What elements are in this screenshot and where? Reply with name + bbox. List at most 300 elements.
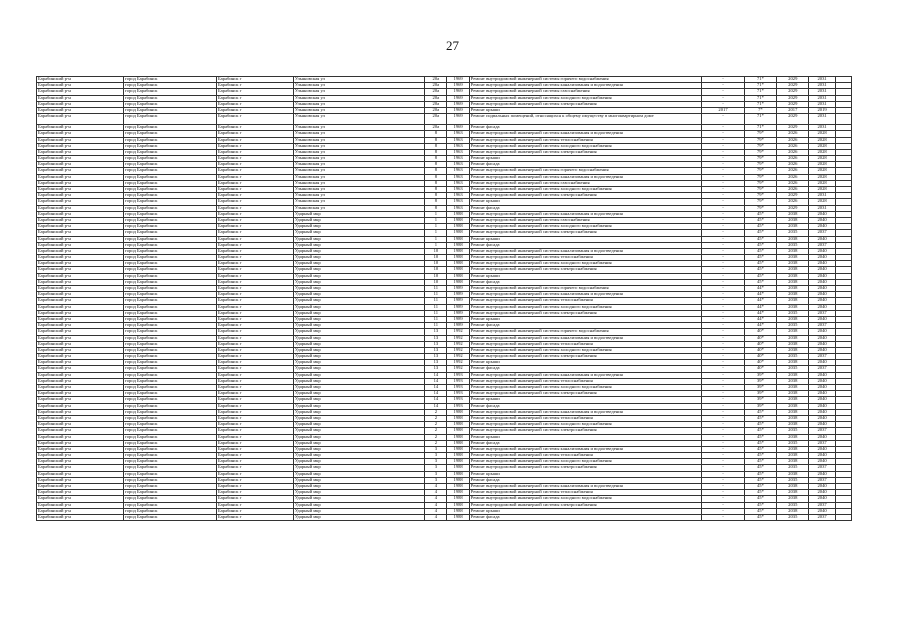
municipality-cell: город Барабинск [123,502,216,508]
work-type-cell: Ремонт крыши [469,236,702,242]
start-year-cell: 2038 [777,255,809,261]
start-year-cell: 2038 [777,316,809,322]
start-year-cell: 2026 [777,143,809,149]
district-cell: Барабинский р-н [37,156,124,162]
year-cell: 1988 [447,273,469,279]
municipality-cell: город Барабинск [123,514,216,520]
wear-cell: 44* [744,298,776,304]
end-year-cell: 2028 [809,137,835,143]
street-cell: Ударный мкр [293,459,424,465]
start-year-cell: 2038 [777,397,809,403]
district-cell: Барабинский р-н [37,261,124,267]
street-cell: Ударный мкр [293,236,424,242]
street-cell: Ударный мкр [293,415,424,421]
street-cell: Ульяновская ул [293,131,424,137]
district-cell: Барабинский р-н [37,286,124,292]
district-cell: Барабинский р-н [37,255,124,261]
district-cell: Барабинский р-н [37,378,124,384]
work-type-cell: Ремонт внутридомовой инженерной системы канализования и водоотведения [469,446,702,452]
locality-cell: Барабинск г [216,360,293,366]
district-cell: Барабинский р-н [37,477,124,483]
house-cell: 3 [425,471,447,477]
district-cell: Барабинский р-н [37,114,124,125]
work-type-cell: Ремонт внутридомовой инженерной системы теплоснабжения [469,137,702,143]
municipality-cell: город Барабинск [123,156,216,162]
street-cell: Ульяновская ул [293,95,424,101]
year-cell: 1988 [447,484,469,490]
street-cell: Ударный мкр [293,397,424,403]
district-cell: Барабинский р-н [37,391,124,397]
house-cell: 20а [425,125,447,131]
start-year-cell: 2038 [777,329,809,335]
work-type-cell: Ремонт внутридомовой инженерной системы электроснабжения [469,193,702,199]
end-year-cell: 2040 [809,236,835,242]
year-cell: 1963 [447,205,469,211]
street-cell: Ударный мкр [293,310,424,316]
house-cell: 11 [425,286,447,292]
district-cell: Барабинский р-н [37,360,124,366]
end-year-cell: 2040 [809,484,835,490]
last-repair-cell: - [702,415,744,421]
end-year-cell: 2037 [809,230,835,236]
municipality-cell: город Барабинск [123,149,216,155]
last-repair-cell: - [702,255,744,261]
year-cell: 1993 [447,397,469,403]
work-type-cell: Ремонт внутридомовой инженерной системы газоснабжения [469,217,702,223]
last-repair-cell: - [702,341,744,347]
start-year-cell: 2038 [777,292,809,298]
last-repair-cell: - [702,180,744,186]
locality-cell: Барабинск г [216,149,293,155]
end-year-cell: 2040 [809,267,835,273]
year-cell: 1969 [447,77,469,83]
year-cell: 1963 [447,187,469,193]
district-cell: Барабинский р-н [37,366,124,372]
house-cell: 8 [425,180,447,186]
year-cell: 1992 [447,347,469,353]
house-cell: 13 [425,366,447,372]
end-year-cell: 2040 [809,217,835,223]
street-cell: Ударный мкр [293,242,424,248]
district-cell: Барабинский р-н [37,199,124,205]
wear-cell: 40* [744,341,776,347]
house-cell: 10 [425,267,447,273]
last-repair-cell: - [702,286,744,292]
municipality-cell: город Барабинск [123,211,216,217]
end-year-cell: 2031 [809,83,835,89]
district-cell: Барабинский р-н [37,168,124,174]
house-cell: 8 [425,156,447,162]
year-cell: 1963 [447,174,469,180]
locality-cell: Барабинск г [216,248,293,254]
last-repair-cell: - [702,101,744,107]
house-cell: 13 [425,329,447,335]
year-cell: 1988 [447,248,469,254]
locality-cell: Барабинск г [216,279,293,285]
locality-cell: Барабинск г [216,329,293,335]
municipality-cell: город Барабинск [123,459,216,465]
year-cell: 1963 [447,156,469,162]
municipality-cell: город Барабинск [123,273,216,279]
start-year-cell: 2038 [777,378,809,384]
work-type-cell: Ремонт внутридомовой инженерной системы канализования и водоотведения [469,292,702,298]
locality-cell: Барабинск г [216,391,293,397]
last-repair-cell: - [702,496,744,502]
work-type-cell: Ремонт внутридомовой инженерной системы теплоснабжения [469,415,702,421]
wear-cell: 45* [744,230,776,236]
start-year-cell: 2026 [777,162,809,168]
year-cell: 1969 [447,83,469,89]
wear-cell: 79* [744,149,776,155]
street-cell: Ударный мкр [293,286,424,292]
locality-cell: Барабинск г [216,354,293,360]
house-cell: 2 [425,434,447,440]
street-cell: Ударный мкр [293,347,424,353]
street-cell: Ударный мкр [293,391,424,397]
municipality-cell: город Барабинск [123,279,216,285]
last-repair-cell: - [702,484,744,490]
work-type-cell: Ремонт крыши [469,434,702,440]
municipality-cell: город Барабинск [123,199,216,205]
municipality-cell: город Барабинск [123,217,216,223]
wear-cell: 71* [744,83,776,89]
house-cell: 14 [425,403,447,409]
wear-cell: 40* [744,335,776,341]
start-year-cell: 2038 [777,248,809,254]
street-cell: Ульяновская ул [293,168,424,174]
wear-cell: 79* [744,174,776,180]
year-cell: 1988 [447,490,469,496]
locality-cell: Барабинск г [216,230,293,236]
start-year-cell: 2038 [777,304,809,310]
work-type-cell: Ремонт крыши [469,199,702,205]
end-year-cell: 2040 [809,261,835,267]
work-type-cell: Ремонт внутридомовой инженерной системы холодного водоснабжения [469,261,702,267]
year-cell: 1963 [447,137,469,143]
last-repair-cell: - [702,279,744,285]
district-cell: Барабинский р-н [37,205,124,211]
wear-cell: 45* [744,415,776,421]
wear-cell: 45* [744,248,776,254]
wear-cell: 45* [744,490,776,496]
street-cell: Ударный мкр [293,360,424,366]
street-cell: Ударный мкр [293,298,424,304]
wear-cell: 45* [744,459,776,465]
street-cell: Ульяновская ул [293,107,424,113]
year-cell: 1989 [447,286,469,292]
house-cell: 13 [425,335,447,341]
end-year-cell: 2028 [809,199,835,205]
house-cell: 1 [425,211,447,217]
locality-cell: Барабинск г [216,137,293,143]
district-cell: Барабинский р-н [37,273,124,279]
last-repair-cell: - [702,514,744,520]
last-repair-cell: - [702,236,744,242]
house-cell: 3 [425,459,447,465]
last-repair-cell: - [702,242,744,248]
year-cell: 1963 [447,143,469,149]
wear-cell: 45* [744,211,776,217]
year-cell: 1989 [447,292,469,298]
municipality-cell: город Барабинск [123,508,216,514]
year-cell: 1963 [447,162,469,168]
locality-cell: Барабинск г [216,224,293,230]
work-type-cell: Ремонт внутридомовой инженерной системы теплоснабжения [469,341,702,347]
street-cell: Ударный мкр [293,502,424,508]
year-cell: 1988 [447,415,469,421]
repair-schedule-table [36,76,852,521]
district-cell: Барабинский р-н [37,329,124,335]
street-cell: Ульяновская ул [293,193,424,199]
empty-cell [835,114,851,125]
locality-cell: Барабинск г [216,143,293,149]
wear-cell: 45* [744,261,776,267]
municipality-cell: город Барабинск [123,168,216,174]
year-cell: 1993 [447,385,469,391]
house-cell: 8 [425,174,447,180]
end-year-cell: 2028 [809,131,835,137]
street-cell: Ударный мкр [293,490,424,496]
wear-cell: 71* [744,77,776,83]
locality-cell: Барабинск г [216,242,293,248]
house-cell: 3 [425,446,447,452]
municipality-cell: город Барабинск [123,440,216,446]
start-year-cell: 2017 [777,107,809,113]
start-year-cell: 2038 [777,391,809,397]
municipality-cell: город Барабинск [123,101,216,107]
house-cell: 2 [425,415,447,421]
start-year-cell: 2035 [777,230,809,236]
municipality-cell: город Барабинск [123,286,216,292]
district-cell: Барабинский р-н [37,224,124,230]
district-cell: Барабинский р-н [37,471,124,477]
street-cell: Ударный мкр [293,354,424,360]
street-cell: Ульяновская ул [293,101,424,107]
last-repair-cell: - [702,149,744,155]
wear-cell: 45* [744,484,776,490]
end-year-cell: 2019 [809,107,835,113]
locality-cell: Барабинск г [216,304,293,310]
street-cell: Ударный мкр [293,372,424,378]
year-cell: 1988 [447,409,469,415]
last-repair-cell: - [702,83,744,89]
start-year-cell: 2029 [777,125,809,131]
end-year-cell: 2040 [809,224,835,230]
district-cell: Барабинский р-н [37,310,124,316]
year-cell: 1988 [447,514,469,520]
house-cell: 8 [425,131,447,137]
district-cell: Барабинский р-н [37,267,124,273]
district-cell: Барабинский р-н [37,174,124,180]
last-repair-cell: - [702,174,744,180]
municipality-cell: город Барабинск [123,236,216,242]
wear-cell: 45* [744,422,776,428]
start-year-cell: 2038 [777,496,809,502]
house-cell: 20а [425,101,447,107]
work-type-cell: Ремонт внутридомовой инженерной системы холодного водоснабжения [469,385,702,391]
wear-cell: 39* [744,391,776,397]
end-year-cell: 2040 [809,385,835,391]
district-cell: Барабинский р-н [37,484,124,490]
locality-cell: Барабинск г [216,502,293,508]
year-cell: 1989 [447,310,469,316]
house-cell: 20а [425,114,447,125]
house-cell: 2 [425,428,447,434]
wear-cell: 79* [744,193,776,199]
last-repair-cell: - [702,224,744,230]
end-year-cell: 2031 [809,205,835,211]
wear-cell: 79* [744,143,776,149]
year-cell: 1963 [447,131,469,137]
locality-cell: Барабинск г [216,477,293,483]
municipality-cell: город Барабинск [123,453,216,459]
street-cell: Ударный мкр [293,409,424,415]
street-cell: Ударный мкр [293,279,424,285]
street-cell: Ударный мкр [293,477,424,483]
district-cell: Барабинский р-н [37,372,124,378]
year-cell: 1989 [447,304,469,310]
start-year-cell: 2038 [777,267,809,273]
district-cell: Барабинский р-н [37,107,124,113]
district-cell: Барабинский р-н [37,292,124,298]
end-year-cell: 2040 [809,459,835,465]
end-year-cell: 2040 [809,422,835,428]
start-year-cell: 2026 [777,156,809,162]
municipality-cell: город Барабинск [123,89,216,95]
work-type-cell: Ремонт внутридомовой инженерной системы электроснабжения [469,502,702,508]
wear-cell: 71* [744,114,776,125]
work-type-cell: Ремонт внутридомовой инженерной системы канализования и водоотведения [469,248,702,254]
house-cell: 11 [425,316,447,322]
district-cell: Барабинский р-н [37,187,124,193]
street-cell: Ударный мкр [293,273,424,279]
municipality-cell: город Барабинск [123,131,216,137]
page-number: 27 [446,38,459,53]
last-repair-cell: - [702,217,744,223]
municipality-cell: город Барабинск [123,366,216,372]
street-cell: Ульяновская ул [293,143,424,149]
work-type-cell: Ремонт фасада [469,125,702,131]
locality-cell: Барабинск г [216,255,293,261]
wear-cell: 45* [744,453,776,459]
street-cell: Ульяновская ул [293,199,424,205]
year-cell: 1989 [447,298,469,304]
year-cell: 1992 [447,335,469,341]
year-cell: 1988 [447,242,469,248]
end-year-cell: 2040 [809,508,835,514]
street-cell: Ульяновская ул [293,180,424,186]
municipality-cell: город Барабинск [123,372,216,378]
end-year-cell: 2040 [809,378,835,384]
street-cell: Ульяновская ул [293,89,424,95]
start-year-cell: 2035 [777,310,809,316]
start-year-cell: 2038 [777,372,809,378]
wear-cell: 45* [744,440,776,446]
work-type-cell: Ремонт внутридомовой инженерной системы газоснабжения [469,89,702,95]
last-repair-cell: - [702,347,744,353]
street-cell: Ульяновская ул [293,205,424,211]
district-cell: Барабинский р-н [37,125,124,131]
work-type-cell: Ремонт внутридомовой инженерной системы теплоснабжения [469,255,702,261]
work-type-cell: Ремонт внутридомовой инженерной системы холодного водоснабжения [469,347,702,353]
start-year-cell: 2026 [777,131,809,137]
house-cell: 4 [425,508,447,514]
start-year-cell: 2035 [777,242,809,248]
last-repair-cell: - [702,131,744,137]
house-cell: 20а [425,95,447,101]
last-repair-cell: - [702,502,744,508]
municipality-cell: город Барабинск [123,422,216,428]
start-year-cell: 2026 [777,137,809,143]
wear-cell: 44* [744,292,776,298]
work-type-cell: Ремонт крыши [469,273,702,279]
work-type-cell: Ремонт внутридомовой инженерной системы холодного водоснабжения [469,459,702,465]
end-year-cell: 2028 [809,187,835,193]
wear-cell: 71* [744,101,776,107]
start-year-cell: 2038 [777,211,809,217]
work-type-cell: Ремонт внутридомовой инженерной системы электроснабжения [469,267,702,273]
last-repair-cell: - [702,187,744,193]
street-cell: Ударный мкр [293,514,424,520]
end-year-cell: 2040 [809,292,835,298]
street-cell: Ударный мкр [293,508,424,514]
work-type-cell: Ремонт внутридомовой инженерной системы холодного водоснабжения [469,187,702,193]
end-year-cell: 2040 [809,397,835,403]
municipality-cell: город Барабинск [123,310,216,316]
house-cell: 3 [425,465,447,471]
last-repair-cell: - [702,378,744,384]
street-cell: Ударный мкр [293,230,424,236]
work-type-cell: Ремонт внутридомовой инженерной системы холодного водоснабжения [469,304,702,310]
last-repair-cell: - [702,459,744,465]
start-year-cell: 2035 [777,366,809,372]
house-cell: 14 [425,397,447,403]
start-year-cell: 2035 [777,354,809,360]
municipality-cell: город Барабинск [123,143,216,149]
work-type-cell: Ремонт внутридомовой инженерной системы электроснабжения [469,101,702,107]
house-cell: 10 [425,255,447,261]
municipality-cell: город Барабинск [123,360,216,366]
year-cell: 1993 [447,391,469,397]
locality-cell: Барабинск г [216,125,293,131]
end-year-cell: 2040 [809,316,835,322]
work-type-cell: Ремонт внутридомовой инженерной системы канализования и водоотведения [469,372,702,378]
end-year-cell: 2040 [809,286,835,292]
last-repair-cell: - [702,77,744,83]
year-cell: 1988 [447,224,469,230]
house-cell: 11 [425,323,447,329]
wear-cell: 45* [744,502,776,508]
municipality-cell: город Барабинск [123,335,216,341]
year-cell: 1963 [447,168,469,174]
year-cell: 1988 [447,255,469,261]
year-cell: 1963 [447,193,469,199]
wear-cell: 45* [744,465,776,471]
locality-cell: Барабинск г [216,267,293,273]
wear-cell: 45* [744,242,776,248]
end-year-cell: 2040 [809,434,835,440]
district-cell: Барабинский р-н [37,242,124,248]
street-cell: Ударный мкр [293,341,424,347]
work-type-cell: Ремонт фасада [469,323,702,329]
wear-cell: 39* [744,385,776,391]
start-year-cell: 2035 [777,502,809,508]
street-cell: Ударный мкр [293,323,424,329]
last-repair-cell: - [702,428,744,434]
street-cell: Ударный мкр [293,403,424,409]
wear-cell: 45* [744,508,776,514]
wear-cell: 45* [744,409,776,415]
